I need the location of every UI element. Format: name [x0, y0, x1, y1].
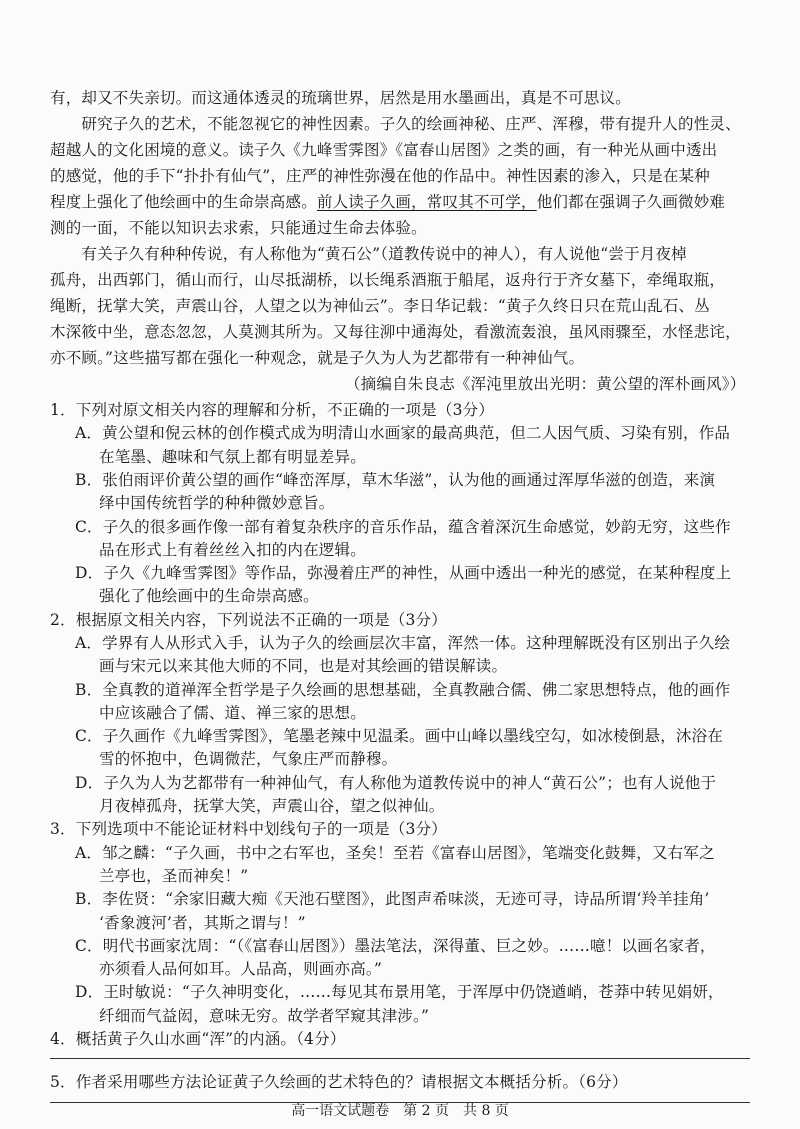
question-2-stem: 2．根据原文相关内容，下列说法不正确的一项是（3分）: [50, 611, 447, 629]
passage-line: 有关子久有种种传说，有人称他为“黄石公”（道教传说中的神人），有人说他“尝于月夜棹: [50, 245, 687, 263]
question-3-stem: 3．下列选项中不能论证材料中划线句子的一项是（3分）: [50, 820, 447, 838]
question-2-option-b[interactable]: B．全真教的道禅浑全哲学是子久绘画的思想基础，全真教融合儒、佛二家思想特点，他的画作: [75, 681, 731, 699]
passage-line: 孤舟，出西郭门，循山而行，山尽抵湖桥，以长绳系酒瓶于船尾，返舟行于齐女墓下，牵绳取瓶，: [50, 271, 726, 289]
question-1-option-d[interactable]: D．子久《九峰雪霁图》等作品，弥漫着庄严的神性，从画中透出一种光的感觉，在某种程度上: [75, 564, 732, 582]
question-3-option-a[interactable]: A．邹之麟：“子久画，书中之右军也，圣矣！至若《富春山居图》，笔端变化鼓舞，又右军之: [75, 844, 715, 862]
passage-line: 超越人的文化困境的意义。读子久《九峰雪霁图》《富春山居图》之类的画，有一种光从画中透出: [50, 141, 718, 159]
question-5-stem: 5．作者采用哪些方法论证黄子久绘画的艺术特色的？请根据文本概括分析。（6分）: [50, 1073, 628, 1091]
question-3-option-c[interactable]: C．明代书画家沈周：“（《富春山居图》）墨法笔法，深得董、巨之妙。……噫！以画名家者，: [75, 937, 716, 955]
question-1-option-b[interactable]: B．张伯雨评价黄公望的画作“峰峦浑厚，草木华滋”，认为他的画通过浑厚华滋的创造，来演: [75, 471, 716, 489]
question-4-stem: 4．概括黄子久山水画“浑”的内涵。（4分）: [50, 1030, 346, 1048]
question-3-option-c-cont: 亦须看人品何如耳。人品高，则画亦高。”: [99, 960, 382, 978]
question-1-option-c[interactable]: C．子久的很多画作像一部有着复杂秩序的音乐作品，蕴含着深沉生命感觉，妙韵无穷，这些作: [75, 518, 731, 536]
question-1-stem: 1．下列对原文相关内容的理解和分析，不正确的一项是（3分）: [50, 401, 495, 419]
passage-text: 程度上强化了他绘画中的生命崇高感。: [50, 193, 317, 211]
passage-text: 他们都在强调子久画微妙难: [536, 193, 726, 211]
question-3-option-d[interactable]: D．王时敏说：“子久神明变化，……每见其布景用笔，于浑厚中仍饶遒峭，苍莽中转见娟妍，: [75, 983, 724, 1001]
page-footer: 高一语文试题卷 第 2 页 共 8 页: [291, 1103, 509, 1119]
question-3-option-b-cont: ‘香象渡河’者，其斯之谓与！”: [99, 914, 306, 932]
passage-line: 木深筱中坐，意态忽忽，人莫测其所为。又每往泖中通海处，看激流轰浪，虽风雨骤至，水怪悲诧，: [50, 323, 741, 341]
question-3-option-a-cont: 兰亭也，圣而神矣！”: [99, 867, 249, 885]
question-2-option-a[interactable]: A．学界有人从形式入手，认为子久的绘画层次丰富，浑然一体。这种理解既没有区别出子久绘: [75, 634, 731, 652]
question-1-option-c-cont: 品在形式上有着丝丝入扣的内在逻辑。: [99, 541, 366, 559]
question-2-option-d-cont: 月夜棹孤舟，抚掌大笑，声震山谷，望之似神仙。: [99, 797, 445, 815]
question-2-option-c-cont: 雪的怀抱中，色调微茫，气象庄严而静穆。: [99, 750, 398, 768]
passage-line: 测的一面，不能以知识去求索，只能通过生命去体验。: [50, 219, 427, 237]
underlined-sentence: 前人读子久画，常叹其不可学，: [316, 193, 537, 211]
passage-line: 研究子久的艺术，不能忽视它的神性因素。子久的绘画神秘、庄严、浑穆，带有提升人的性灵、: [50, 115, 741, 133]
passage-line: 有，却又不失亲切。而这通体透灵的琉璃世界，居然是用水墨画出，真是不可思议。: [50, 89, 631, 107]
question-1-option-b-cont: 绎中国传统哲学的种种微妙意旨。: [99, 494, 335, 512]
passage-line: 绳断，抚掌大笑，声震山谷，人望之以为神仙云”。李日华记载：“黄子久终日只在荒山乱石、丛: [50, 297, 710, 315]
passage-line: [50, 192, 725, 212]
passage-line: 亦不顾。”这些描写都在强化一种观念，就是子久为人为艺都带有一种神仙气。: [50, 349, 585, 367]
question-1-option-a[interactable]: A．黄公望和倪云林的创作模式成为明清山水画家的最高典范，但二人因气质、习染有别，作品: [75, 424, 731, 442]
question-2-option-c[interactable]: C．子久画作《九峰雪霁图》，笔墨老辣中见温柔。画中山峰以墨线空勾，如冰棱倒悬，沐浴在: [75, 727, 724, 745]
question-3-option-b[interactable]: B．李佐贤：“余家旧藏大痴《天池石壁图》，此图声希味淡，无迹可寻，诗品所谓‘羚羊挂角’: [75, 890, 710, 908]
question-2-option-a-cont: 画与宋元以来其他大师的不同，也是对其绘画的错误解读。: [99, 657, 508, 675]
question-2-option-d[interactable]: D．子久为人为艺都带有一种神仙气，有人称他为道教传说中的神人“黄石公”；也有人说他于: [75, 774, 717, 792]
passage-source: （摘编自朱良志《浑沌里放出光明：黄公望的浑朴画风》）: [345, 375, 746, 393]
question-2-option-b-cont: 中应该融合了儒、道、禅三家的思想。: [99, 704, 366, 722]
answer-line[interactable]: [50, 1058, 750, 1059]
question-1-option-a-cont: 在笔墨、趣味和气氛上都有明显差异。: [99, 448, 366, 466]
question-3-option-d-cont: 纤细而气益闳，意味无穷。故学者罕窥其津涉。”: [99, 1007, 430, 1025]
passage-line: 的感觉，他的手下“扑扑有仙气”，庄严的神性弥漫在他的作品中。神性因素的渗入，只是在某种: [50, 167, 710, 185]
question-1-option-d-cont: 强化了他绘画中的生命崇高感。: [99, 587, 319, 605]
